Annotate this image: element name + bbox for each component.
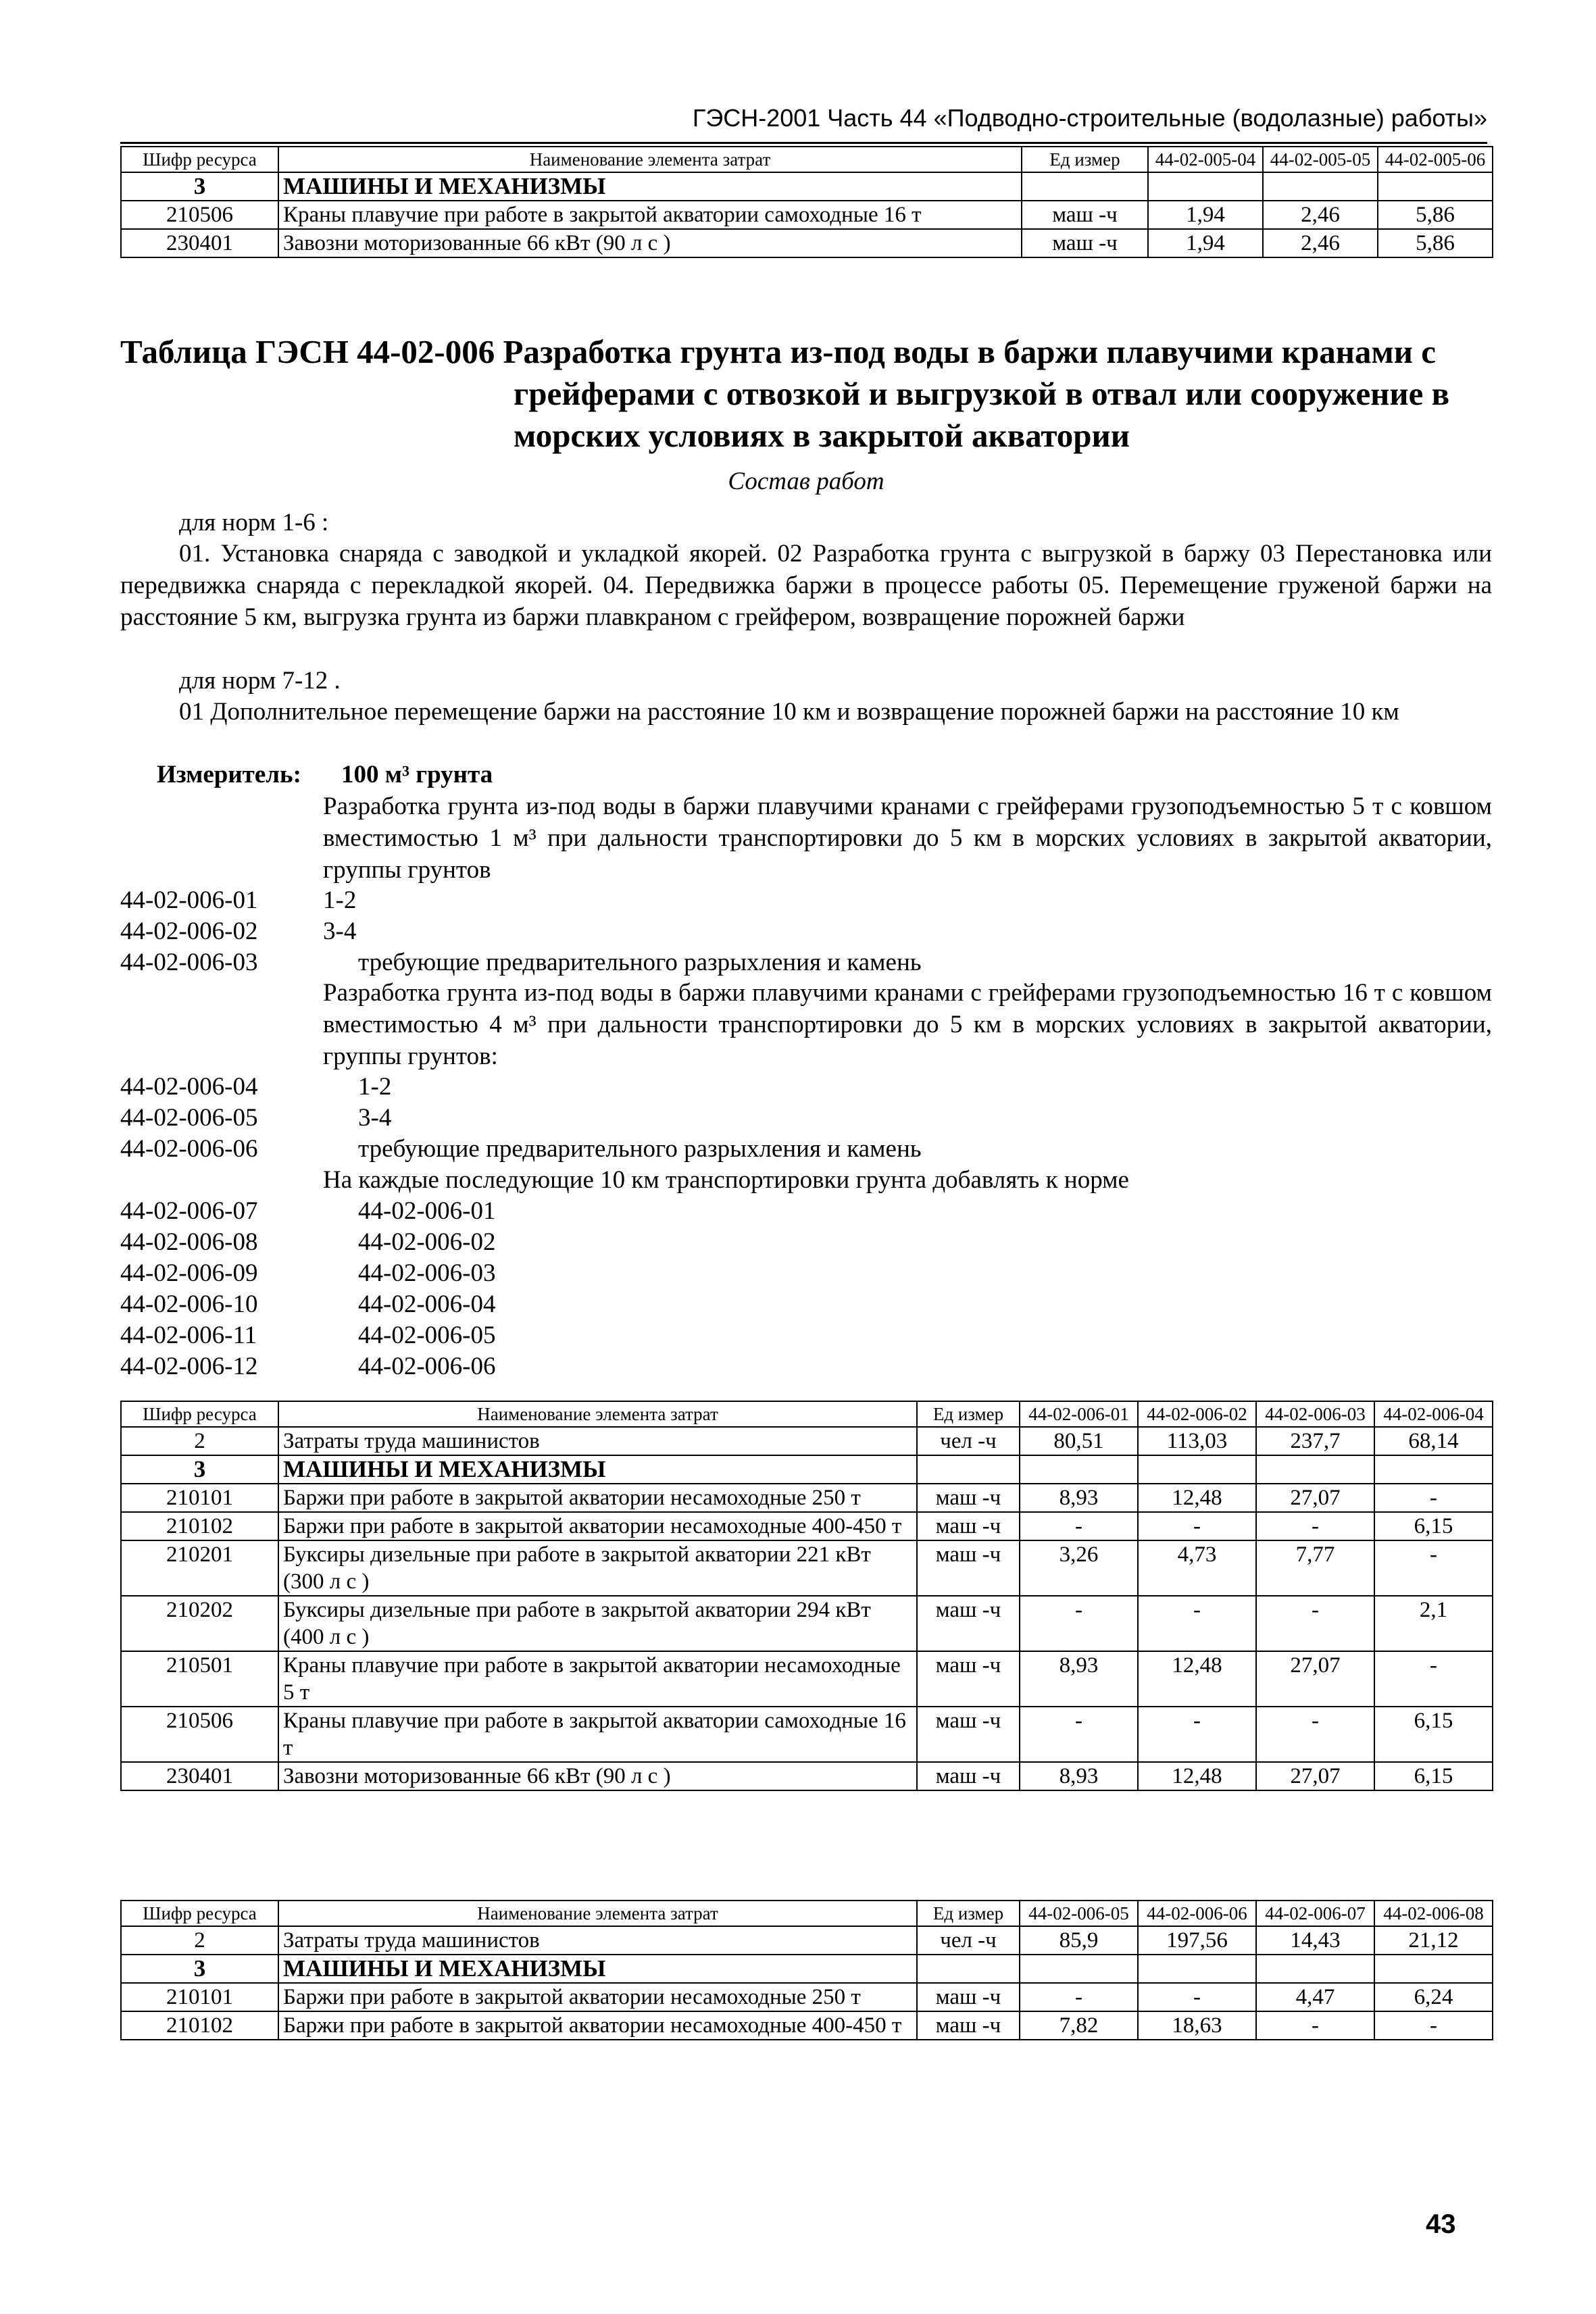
resource-value: 3,26	[1020, 1540, 1138, 1596]
resource-value: 6,15	[1374, 1762, 1493, 1790]
column-header: Шифр ресурса	[121, 1901, 278, 1926]
column-header: 44-02-006-08	[1374, 1901, 1493, 1926]
resource-value	[1374, 1955, 1493, 1983]
resource-value: -	[1374, 2011, 1493, 2040]
resource-value: 85,9	[1020, 1926, 1138, 1955]
norm-description: 1-2	[323, 886, 357, 914]
resource-value	[1378, 172, 1493, 201]
resource-code: 210506	[121, 1707, 278, 1762]
resource-code: 210102	[121, 2011, 278, 2040]
resource-unit: маш -ч	[917, 1596, 1020, 1651]
resource-name: Баржи при работе в закрытой акватории несамоходные 400-450 т	[278, 1512, 917, 1540]
resource-value	[1148, 172, 1263, 201]
resource-value: -	[1138, 1512, 1256, 1540]
resource-value	[1256, 1955, 1374, 1983]
resource-unit: маш -ч	[917, 1651, 1020, 1707]
column-header: 44-02-005-04	[1148, 147, 1263, 172]
column-header: Наименование элемента затрат	[278, 1901, 917, 1926]
norm-description: 44-02-006-04	[358, 1290, 496, 1318]
norm-description: 44-02-006-02	[358, 1228, 496, 1256]
resource-value: 6,15	[1374, 1512, 1493, 1540]
norm-code: 44-02-006-04	[120, 1073, 258, 1101]
resource-name: Затраты труда машинистов	[278, 1926, 917, 1955]
norm-code: 44-02-006-11	[120, 1322, 257, 1349]
resource-value	[1138, 1955, 1256, 1983]
column-header: Наименование элемента затрат	[278, 147, 1022, 172]
column-header: Шифр ресурса	[121, 147, 278, 172]
table-row	[121, 172, 1493, 201]
resource-unit: маш -ч	[917, 1707, 1020, 1762]
resource-value: 80,51	[1020, 1427, 1138, 1455]
column-header: Наименование элемента затрат	[278, 1401, 917, 1427]
resource-code: 210101	[121, 1484, 278, 1512]
norm-code: 44-02-006-09	[120, 1259, 258, 1287]
table-row	[121, 1926, 1493, 1955]
resource-code: 210202	[121, 1596, 278, 1651]
column-header: 44-02-005-06	[1378, 147, 1493, 172]
resource-value: -	[1374, 1651, 1493, 1707]
column-header: Ед измер	[1022, 147, 1148, 172]
resource-name: Баржи при работе в закрытой акватории несамоходные 250 т	[278, 1484, 917, 1512]
title-line: Таблица ГЭСН 44-02-006 Разработка грунта из-под воды в баржи плавучими кранами с	[120, 333, 1437, 370]
resource-value	[1263, 172, 1378, 201]
table-row	[121, 1540, 1493, 1596]
resource-value: 27,07	[1256, 1484, 1374, 1512]
resource-value: 2,46	[1263, 229, 1378, 257]
resource-unit	[917, 1455, 1020, 1484]
resource-name: Краны плавучие при работе в закрытой акватории несамоходные 5 т	[278, 1651, 917, 1707]
resource-value	[1020, 1955, 1138, 1983]
table-row	[121, 2011, 1493, 2040]
resource-unit	[917, 1955, 1020, 1983]
table-title	[120, 331, 1492, 457]
resource-value: 1,94	[1148, 201, 1263, 229]
resource-value: 8,93	[1020, 1484, 1138, 1512]
resource-value: -	[1020, 1707, 1138, 1762]
resource-value: 68,14	[1374, 1427, 1493, 1455]
table-header-row	[121, 147, 1493, 172]
norm-description: 44-02-006-01	[358, 1197, 496, 1225]
resource-unit: маш -ч	[917, 1983, 1020, 2011]
resource-name: Баржи при работе в закрытой акватории несамоходные 250 т	[278, 1983, 917, 2011]
composition-heading: Состав работ	[728, 468, 884, 495]
resource-name: Завозни моторизованные 66 кВт (90 л с )	[278, 229, 1022, 257]
resource-code: 3	[121, 1955, 278, 1983]
resource-name: Краны плавучие при работе в закрытой акватории самоходные 16 т	[278, 1707, 917, 1762]
resource-value: 5,86	[1378, 229, 1493, 257]
resource-value: 12,48	[1138, 1651, 1256, 1707]
resource-value: 27,07	[1256, 1762, 1374, 1790]
resource-table-main-2	[120, 1900, 1493, 2040]
column-header: Шифр ресурса	[121, 1401, 278, 1427]
norms-1-6-label: для норм 1-6 :	[179, 509, 329, 536]
resource-value: 4,73	[1138, 1540, 1256, 1596]
resource-unit: маш -ч	[917, 1484, 1020, 1512]
group3-description: На каждые последующие 10 км транспортировки грунта добавлять к норме	[323, 1166, 1129, 1194]
table-row	[121, 229, 1493, 257]
resource-table-top	[120, 146, 1493, 258]
column-header: 44-02-006-02	[1138, 1401, 1256, 1427]
resource-value: -	[1256, 1512, 1374, 1540]
table-row	[121, 1651, 1493, 1707]
norm-description: 1-2	[358, 1073, 392, 1101]
resource-value: 237,7	[1256, 1427, 1374, 1455]
resource-name: Затраты труда машинистов	[278, 1427, 917, 1455]
resource-value: 14,43	[1256, 1926, 1374, 1955]
norm-description: требующие предварительного разрыхления и камень	[358, 949, 922, 976]
resource-code: 2	[121, 1427, 278, 1455]
table-row	[121, 201, 1493, 229]
resource-value: 8,93	[1020, 1762, 1138, 1790]
norm-code: 44-02-006-02	[120, 917, 258, 945]
table-row	[121, 1707, 1493, 1762]
resource-value	[1138, 1455, 1256, 1484]
title-line: морских условиях в закрытой акватории	[514, 417, 1130, 454]
resource-value: 2,46	[1263, 201, 1378, 229]
resource-value: -	[1020, 1983, 1138, 2011]
resource-value: 12,48	[1138, 1762, 1256, 1790]
resource-value: -	[1374, 1484, 1493, 1512]
group2-description: Разработка грунта из-под воды в баржи плавучими кранами с грейферами грузоподъемностью 16 т с ковшом вместимостью 4 м³ при дальности транспортировки до 5 км в морских условиях в закрытой акватории, группы грунтов:	[323, 979, 1492, 1070]
resource-unit	[1022, 172, 1148, 201]
norm-code: 44-02-006-10	[120, 1290, 258, 1318]
column-header: 44-02-005-05	[1263, 147, 1378, 172]
resource-name: Баржи при работе в закрытой акватории несамоходные 400-450 т	[278, 2011, 917, 2040]
resource-unit: маш -ч	[917, 1540, 1020, 1596]
resource-value: 113,03	[1138, 1427, 1256, 1455]
norm-code: 44-02-006-03	[120, 949, 258, 976]
resource-table-main-1	[120, 1401, 1493, 1791]
resource-code: 230401	[121, 229, 278, 257]
group1-description: Разработка грунта из-под воды в баржи плавучими кранами с грейферами грузоподъемностью 5 т с ковшом вместимостью 1 м³ при дальности транспортировки до 5 км в морских условиях в закрытой акватории, группы грунтов	[323, 793, 1492, 884]
table-row	[121, 1427, 1493, 1455]
title-line: грейферами с отвозкой и выгрузкой в отвал или сооружение в	[514, 375, 1450, 412]
column-header: 44-02-006-04	[1374, 1401, 1493, 1427]
norm-code: 44-02-006-06	[120, 1135, 258, 1163]
resource-value	[1374, 1455, 1493, 1484]
resource-value: 18,63	[1138, 2011, 1256, 2040]
resource-value: 12,48	[1138, 1484, 1256, 1512]
resource-code: 2	[121, 1926, 278, 1955]
resource-unit: чел -ч	[917, 1427, 1020, 1455]
resource-code: 230401	[121, 1762, 278, 1790]
norm-description: требующие предварительного разрыхления и камень	[358, 1135, 922, 1163]
norm-code: 44-02-006-01	[120, 886, 258, 914]
resource-value: -	[1256, 1707, 1374, 1762]
norm-code: 44-02-006-07	[120, 1197, 258, 1225]
column-header: 44-02-006-05	[1020, 1901, 1138, 1926]
resource-value: 1,94	[1148, 229, 1263, 257]
meter-label: Измеритель:	[157, 761, 301, 788]
resource-code: 210201	[121, 1540, 278, 1596]
resource-value: 6,24	[1374, 1983, 1493, 2011]
table-row	[121, 1512, 1493, 1540]
resource-name: Буксиры дизельные при работе в закрытой акватории 294 кВт (400 л с )	[278, 1596, 917, 1651]
resource-unit: маш -ч	[1022, 229, 1148, 257]
resource-value: -	[1374, 1540, 1493, 1596]
resource-unit: маш -ч	[1022, 201, 1148, 229]
resource-value: -	[1020, 1512, 1138, 1540]
meter-value: 100 м³ грунта	[341, 761, 493, 788]
norm-description: 44-02-006-05	[358, 1322, 496, 1349]
resource-value: 21,12	[1374, 1926, 1493, 1955]
column-header: 44-02-006-06	[1138, 1901, 1256, 1926]
resource-value	[1256, 1455, 1374, 1484]
resource-unit: чел -ч	[917, 1926, 1020, 1955]
resource-value: -	[1256, 2011, 1374, 2040]
column-header: 44-02-006-03	[1256, 1401, 1374, 1427]
resource-code: 210101	[121, 1983, 278, 2011]
norm-code: 44-02-006-08	[120, 1228, 258, 1256]
resource-name: Краны плавучие при работе в закрытой акватории самоходные 16 т	[278, 201, 1022, 229]
column-header: Ед измер	[917, 1901, 1020, 1926]
page-number: 43	[1426, 2209, 1456, 2239]
norm-description: 44-02-006-03	[358, 1259, 496, 1287]
resource-code: 210102	[121, 1512, 278, 1540]
table-row	[121, 1455, 1493, 1484]
resource-code: 210506	[121, 201, 278, 229]
resource-unit: маш -ч	[917, 2011, 1020, 2040]
resource-value: 7,77	[1256, 1540, 1374, 1596]
resource-value: -	[1138, 1596, 1256, 1651]
table-row	[121, 1983, 1493, 2011]
resource-name: Завозни моторизованные 66 кВт (90 л с )	[278, 1762, 917, 1790]
norm-description: 3-4	[358, 1104, 392, 1132]
resource-value: -	[1138, 1983, 1256, 2011]
column-header: Ед измер	[917, 1401, 1020, 1427]
resource-value: 27,07	[1256, 1651, 1374, 1707]
resource-name: Буксиры дизельные при работе в закрытой акватории 221 кВт (300 л с )	[278, 1540, 917, 1596]
resource-code: 3	[121, 1455, 278, 1484]
page-header: ГЭСН-2001 Часть 44 «Подводно-строительные (водолазные) работы»	[120, 101, 1487, 144]
norm-description: 3-4	[323, 917, 357, 945]
resource-name: МАШИНЫ И МЕХАНИЗМЫ	[278, 172, 1022, 201]
resource-name: МАШИНЫ И МЕХАНИЗМЫ	[278, 1455, 917, 1484]
norm-code: 44-02-006-05	[120, 1104, 258, 1132]
resource-value: 2,1	[1374, 1596, 1493, 1651]
norm-description: 44-02-006-06	[358, 1353, 496, 1380]
resource-value: 7,82	[1020, 2011, 1138, 2040]
resource-value: 197,56	[1138, 1926, 1256, 1955]
resource-value: -	[1138, 1707, 1256, 1762]
resource-name: МАШИНЫ И МЕХАНИЗМЫ	[278, 1955, 917, 1983]
resource-value: 5,86	[1378, 201, 1493, 229]
norms-7-12-label: для норм 7-12 .	[179, 667, 341, 695]
table-row	[121, 1484, 1493, 1512]
table-row	[121, 1596, 1493, 1651]
table-row	[121, 1955, 1493, 1983]
table-row	[121, 1762, 1493, 1790]
resource-value: 4,47	[1256, 1983, 1374, 2011]
norm-code: 44-02-006-12	[120, 1353, 258, 1380]
resource-unit: маш -ч	[917, 1512, 1020, 1540]
column-header: 44-02-006-01	[1020, 1401, 1138, 1427]
table-header-row	[121, 1401, 1493, 1427]
resource-value: -	[1256, 1596, 1374, 1651]
resource-value	[1020, 1455, 1138, 1484]
composition-text-1-6: 01. Установка снаряда с заводкой и укладкой якорей. 02 Разработка грунта с выгрузкой в баржу 03 Перестановка или передвижка снаряда с перекладкой якорей. 04. Передвижка баржи в процессе работы 05. Перемещение груженой баржи на расстояние 5 км, выгрузка грунта из баржи плавкраном с грейфером, возвращение порожней баржи	[120, 540, 1492, 631]
resource-value: 6,15	[1374, 1707, 1493, 1762]
resource-code: 3	[121, 172, 278, 201]
resource-value: 8,93	[1020, 1651, 1138, 1707]
table-header-row	[121, 1901, 1493, 1926]
resource-code: 210501	[121, 1651, 278, 1707]
column-header: 44-02-006-07	[1256, 1901, 1374, 1926]
composition-text-7-12: 01 Дополнительное перемещение баржи на расстояние 10 км и возвращение порожней баржи на расстояние 10 км	[179, 698, 1399, 726]
resource-unit: маш -ч	[917, 1762, 1020, 1790]
resource-value: -	[1020, 1596, 1138, 1651]
